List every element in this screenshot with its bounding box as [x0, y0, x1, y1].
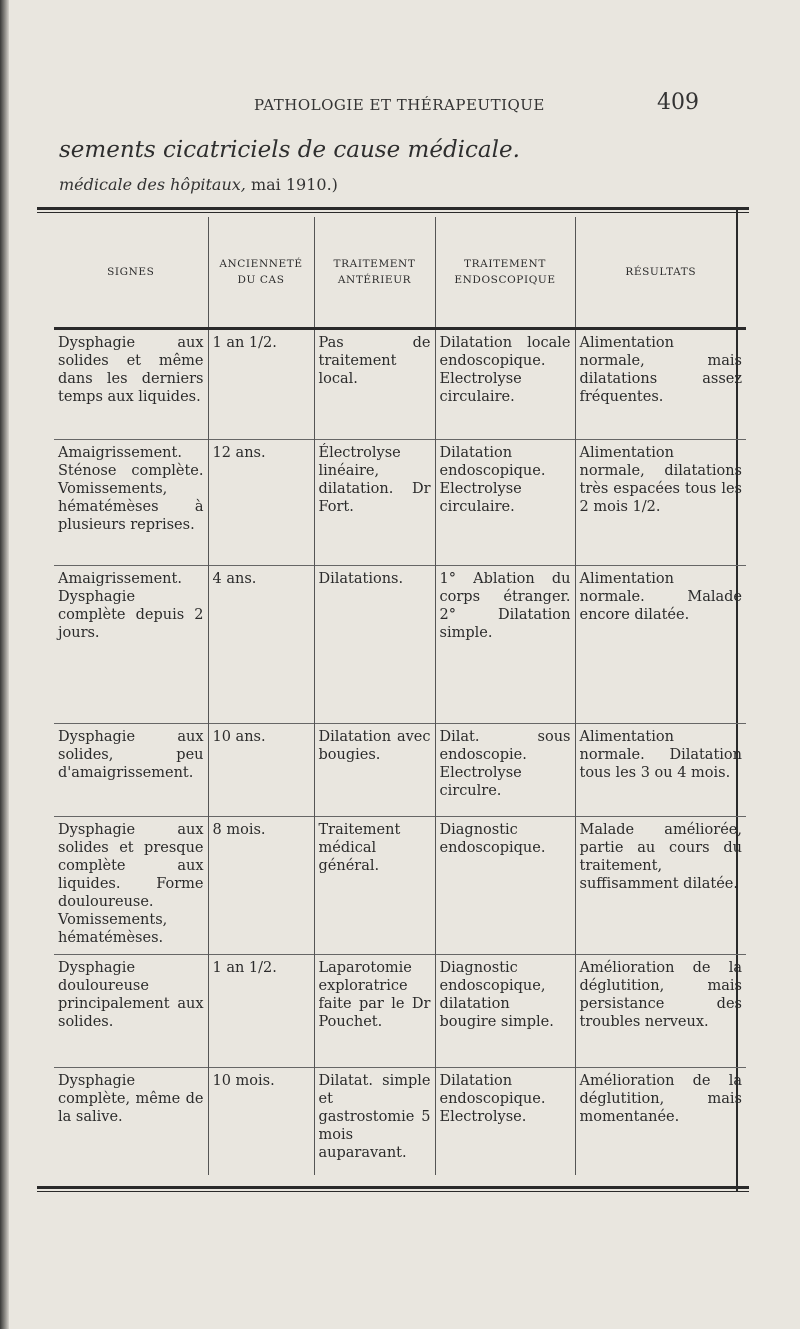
column-header: SIGNES [54, 217, 208, 329]
table-cell-anciennete: 10 ans. [208, 724, 314, 817]
table-cell-traitement-endoscopique: Dilatation endoscopique. Electrolyse. [435, 1068, 575, 1175]
table-cell-resultats: Alimentation normale. Malade encore dilatée. [575, 566, 746, 724]
table-cell-traitement-endoscopique: Dilatation locale endoscopique. Electrolyse circulaire. [435, 329, 575, 440]
table-top-rule-thin [37, 212, 749, 213]
table-cell-traitement-anterieur: Traitement médical général. [314, 817, 435, 955]
table-cell-traitement-anterieur: Électrolyse linéaire, dilatation. Dr Fort. [314, 440, 435, 566]
table-row [54, 1068, 746, 1175]
book-spine-shadow [0, 0, 9, 1329]
table-cell-resultats: Amélioration de la déglutition, mais momentanée. [575, 1068, 746, 1175]
table-cell-traitement-anterieur: Laparotomie exploratrice faite par le Dr Pouchet. [314, 955, 435, 1068]
table-row [54, 440, 746, 566]
table-cell-resultats: Malade améliorée, partie au cours du traitement, suffisamment dilatée. [575, 817, 746, 955]
table-cell-anciennete: 8 mois. [208, 817, 314, 955]
table-row [54, 329, 746, 440]
table-cell-signes: Dysphagie aux solides, peu d'amaigrissement. [54, 724, 208, 817]
table-cell-signes: Dysphagie aux solides et presque complète aux liquides. Forme douloureuse. Vomissements, hématémèses. [54, 817, 208, 955]
table-cell-resultats: Alimentation normale, mais dilatations assez fréquentes. [575, 329, 746, 440]
table-cell-signes: Dysphagie aux solides et même dans les derniers temps aux liquides. [58, 335, 204, 405]
table-row [54, 955, 746, 1068]
table-cell-traitement-anterieur: Dilatations. [314, 566, 435, 724]
table-bottom-rule [37, 1186, 749, 1189]
table-row [54, 817, 746, 955]
table-cell-signes: Amaigrissement. Sténose complète. Vomissements, hématémèses à plusieurs reprises. [54, 440, 208, 566]
table-cell-signes: Dysphagie douloureuse principalement aux solides. [54, 955, 208, 1068]
column-header: TRAITEMENT ENDOSCOPIQUE [435, 217, 575, 329]
column-header: RÉSULTATS [575, 217, 746, 329]
table-cell-anciennete: 1 an 1/2. [208, 955, 314, 1068]
table-cell-traitement-anterieur: Dilatat. simple et gastrostomie 5 mois auparavant. [314, 1068, 435, 1175]
section-title: sements cicatriciels de cause médicale. [59, 137, 520, 163]
table-cell-anciennete: 10 mois. [208, 1068, 314, 1175]
table-cell-resultats: Alimentation normale. Dilatation tous les 3 ou 4 mois. [575, 724, 746, 817]
book-page [9, 0, 800, 1329]
table-cell-traitement-anterieur: Pas de traitement local. [314, 329, 435, 440]
table-header-row [54, 217, 746, 329]
table-cell-traitement-endoscopique: Dilat. sous endoscopie. Electrolyse circulre. [435, 724, 575, 817]
running-title: PATHOLOGIE ET THÉRAPEUTIQUE [254, 96, 545, 114]
table-bottom-rule-thin [37, 1191, 749, 1192]
case-table [54, 217, 746, 1175]
table-top-rule [37, 207, 749, 210]
source-date: mai 1910.) [245, 175, 338, 194]
table-cell-traitement-endoscopique: 1° Ablation du corps étranger. 2° Dilatation simple. [435, 566, 575, 724]
table-cell-traitement-anterieur: Dilatation avec bougies. [314, 724, 435, 817]
source-citation [59, 175, 338, 194]
table-cell-traitement-endoscopique: Dilatation endoscopique. Electrolyse circulaire. [435, 440, 575, 566]
table-cell-traitement-endoscopique: Diagnostic endoscopique. [435, 817, 575, 955]
table-cell-anciennete: 1 an 1/2. [208, 329, 314, 440]
column-header: ANCIENNETÉ DU CAS [208, 217, 314, 329]
table-row [54, 724, 746, 817]
table-cell-anciennete: 4 ans. [208, 566, 314, 724]
table-row [54, 566, 746, 724]
source-journal: médicale des hôpitaux, [59, 175, 246, 194]
table-cell-signes: Dysphagie complète, même de la salive. [54, 1068, 208, 1175]
table-cell-anciennete: 12 ans. [208, 440, 314, 566]
table-cell-resultats: Amélioration de la déglutition, mais persistance des troubles nerveux. [575, 955, 746, 1068]
table-cell-traitement-endoscopique: Diagnostic endoscopique, dilatation bougire simple. [435, 955, 575, 1068]
column-header: TRAITEMENT ANTÉRIEUR [314, 217, 435, 329]
page-number: 409 [657, 90, 699, 115]
table-cell-signes: Amaigrissement. Dysphagie complète depuis 2 jours. [54, 566, 208, 724]
table-cell-resultats: Alimentation normale, dilatations très espacées tous les 2 mois 1/2. [575, 440, 746, 566]
